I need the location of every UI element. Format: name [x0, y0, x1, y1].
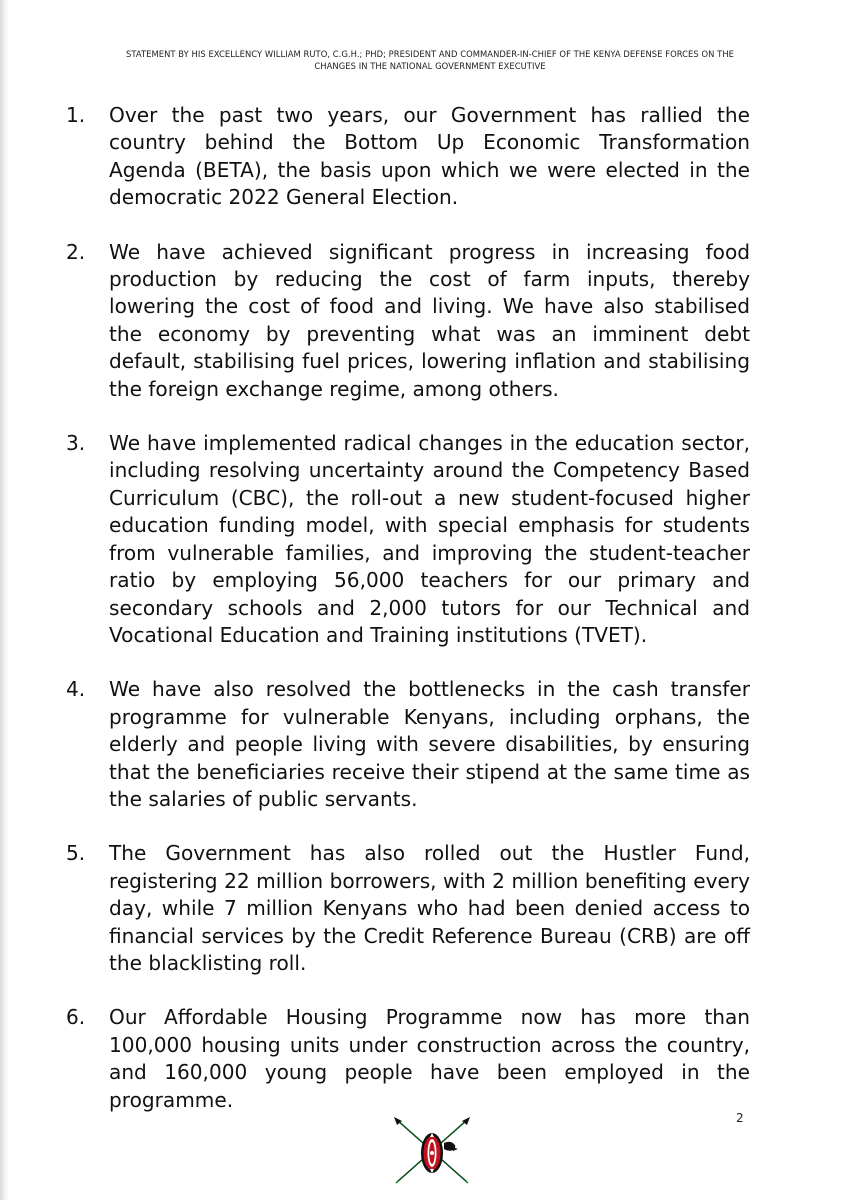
list-item-number: 3. — [66, 431, 86, 456]
list-item — [66, 430, 750, 649]
list-item-number: 5. — [66, 841, 86, 866]
list-item — [66, 1004, 750, 1114]
list-item-text: Our Affordable Housing Programme now has more than 100,000 housing units under construction across the country, and 160,000 young people have been employed in the programme. — [109, 1005, 750, 1112]
list-item-text: We have implemented radical changes in the education sector, including resolving uncertainty around the Competency Based Curriculum (CBC), the roll-out a new student-focused higher education funding model, with special emphasis for students from vulnerable families, and improving the student-teacher ratio by employing 56,000 teachers for our primary and secondary schools and 2,000 tutors for our Technical and Vocational Education and Training institutions (TVET). — [109, 431, 750, 647]
list-item-text: The Government has also rolled out the Hustler Fund, registering 22 million borrowers, with 2 million benefiting every day, while 7 million Kenyans who had been denied access to financial services by the Credit Reference Bureau (CRB) are off the blacklisting roll. — [109, 841, 750, 975]
list-item-number: 4. — [66, 677, 86, 702]
list-item-text: Over the past two years, our Government has rallied the country behind the Bottom Up Economic Transformation Agenda (BETA), the basis upon which we were elected in the democratic 2022 General Election. — [109, 103, 750, 210]
list-item-text: We have also resolved the bottlenecks in the cash transfer programme for vulnerable Kenyans, including orphans, the elderly and people living with severe disabilities, by ensuring that the beneficiaries receive their stipend at the same time as the salaries of public servants. — [109, 677, 750, 811]
list-item — [66, 239, 750, 403]
list-item-number: 1. — [66, 103, 86, 127]
list-item-text: We have achieved significant progress in increasing food production by reducing the cost of farm inputs, thereby lowering the cost of food and living. We have also stabilised the economy by preventing what was an imminent debt default, stabilising fuel prices, lowering inflation and stabilising the foreign exchange regime, among others. — [109, 239, 750, 401]
list-item-number: 2. — [66, 239, 86, 264]
page-edge-shadow — [0, 0, 9, 1200]
list-item — [66, 840, 750, 977]
header-line-1: STATEMENT BY HIS EXCELLENCY WILLIAM RUTO, C.G.H.; PHD; PRESIDENT AND COMMANDER-IN-CHIEF OF THE KENYA DEFENSE FORCES ON THE — [125, 49, 735, 59]
list-item — [66, 676, 750, 813]
numbered-statement-list — [66, 102, 750, 1114]
list-item — [66, 102, 750, 212]
kenya-shield-spears-emblem-icon — [386, 1115, 478, 1187]
header-line-2: CHANGES IN THE NATIONAL GOVERNMENT EXECUTIVE — [314, 61, 546, 71]
list-item-number: 6. — [66, 1005, 86, 1030]
page-number: 2 — [736, 1111, 744, 1125]
document-header — [60, 48, 800, 72]
